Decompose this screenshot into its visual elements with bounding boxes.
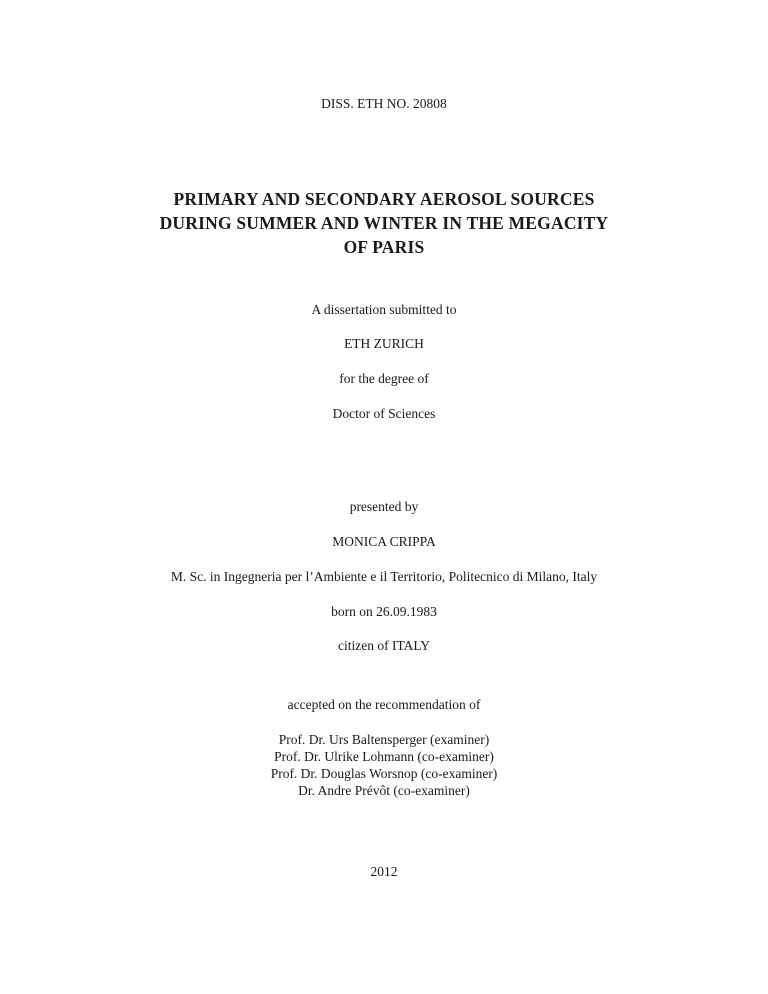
examiner-1: Prof. Dr. Urs Baltensperger (examiner) — [278, 732, 490, 747]
submitted-to-text: A dissertation submitted to — [311, 302, 457, 317]
title-line-1: PRIMARY AND SECONDARY AEROSOL SOURCES — [173, 189, 595, 209]
degree-intro: for the degree of — [339, 371, 429, 386]
examiner-4: Dr. Andre Prévôt (co-examiner) — [298, 783, 470, 798]
title-line-3: OF PARIS — [343, 237, 425, 257]
author-name: MONICA CRIPPA — [332, 534, 436, 549]
diss-number: DISS. ETH NO. 20808 — [321, 96, 447, 111]
birth-date: born on 26.09.1983 — [331, 604, 437, 619]
recommendation-intro: accepted on the recommendation of — [287, 697, 481, 712]
prior-degree: M. Sc. in Ingegneria per l’Ambiente e il Territorio, Politecnico di Milano, Italy — [170, 569, 598, 584]
year: 2012 — [370, 864, 398, 879]
presented-by-text: presented by — [349, 499, 419, 514]
institution: ETH ZURICH — [344, 336, 424, 351]
citizenship: citizen of ITALY — [337, 638, 431, 653]
examiner-2: Prof. Dr. Ulrike Lohmann (co-examiner) — [274, 749, 494, 764]
examiner-3: Prof. Dr. Douglas Worsnop (co-examiner) — [270, 766, 498, 781]
examiner-list — [0, 731, 768, 799]
title-line-2: DURING SUMMER AND WINTER IN THE MEGACITY — [159, 213, 609, 233]
degree-name: Doctor of Sciences — [332, 406, 436, 421]
